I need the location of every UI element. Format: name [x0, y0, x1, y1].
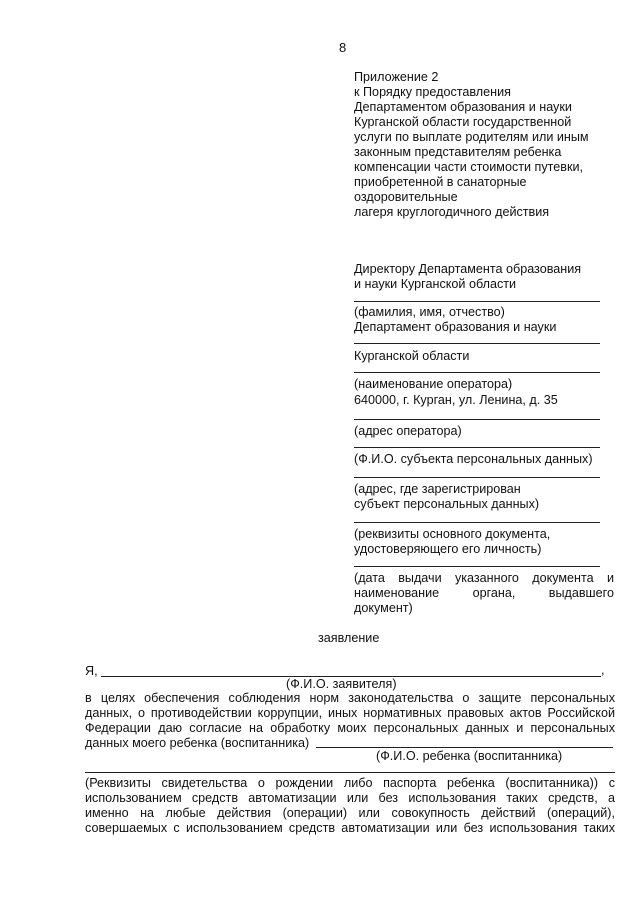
document-caption: (реквизиты основного документа, — [354, 527, 551, 541]
paragraph-line: Федерации даю согласие на обработку моих персональных данных и персональных — [85, 721, 615, 735]
paragraph-line: в целях обеспечения соблюдения норм законодательства о защите персональных — [85, 691, 615, 705]
operator-address: 640000, г. Курган, ул. Ленина, д. 35 — [354, 393, 558, 407]
issue-blank-line[interactable] — [354, 566, 600, 567]
page-number: 8 — [339, 40, 347, 55]
subject-address-caption: (адрес, где зарегистрирован — [354, 482, 521, 496]
paragraph-line: данных, о противодействии коррупции, иных нормативных правовых актов Российской — [85, 706, 615, 720]
appendix-line: Приложение 2 — [354, 70, 439, 84]
subject-address-caption: субъект персональных данных) — [354, 497, 540, 511]
appendix-line: компенсации части стоимости путевки, — [354, 160, 584, 174]
address-blank-line[interactable] — [354, 419, 600, 420]
i-suffix: , — [601, 663, 605, 677]
paragraph-line: данных моего ребенка (воспитанника) — [85, 736, 310, 750]
statement-title: заявление — [318, 631, 380, 645]
fio-blank-line[interactable] — [354, 301, 600, 302]
operator-name-line2: Курганской области — [354, 349, 470, 363]
paragraph-line: совершаемых с использованием средств автоматизации или без использования таких — [85, 821, 615, 835]
appendix-line: оздоровительные — [354, 190, 458, 204]
appendix-line: приобретенной в санаторные — [354, 175, 527, 189]
appendix-line: Департаментом образования и науки — [354, 100, 572, 114]
document-caption: удостоверяющего его личность) — [354, 542, 542, 556]
appendix-line: законным представителям ребенка — [354, 145, 562, 159]
appendix-line: к Порядку предоставления — [354, 85, 511, 99]
appendix-line: Курганской области государственной — [354, 115, 572, 129]
subject-blank-line[interactable] — [354, 447, 600, 448]
fio-caption: (фамилия, имя, отчество) — [354, 305, 505, 319]
director-line: Директору Департамента образования — [354, 262, 582, 276]
issue-caption: (дата выдачи указанного документа и — [354, 571, 614, 585]
child-document-line[interactable] — [85, 772, 615, 773]
address-caption: (адрес оператора) — [354, 424, 462, 438]
issue-caption: наименование органа, выдавшего — [354, 586, 614, 600]
subject-address-blank-line[interactable] — [354, 477, 600, 478]
i-prefix: Я, — [85, 664, 98, 678]
paragraph-line: именно на любые действия (операции) или совокупность действий (операций), — [85, 806, 615, 820]
subject-caption: (Ф.И.О. субъекта персональных данных) — [354, 452, 593, 466]
child-caption: (Ф.И.О. ребенка (воспитанника) — [376, 749, 563, 763]
appendix-line: лагеря круглогодичного действия — [354, 205, 550, 219]
issue-caption: документ) — [354, 601, 413, 615]
appendix-line: услуги по выплате родителям или иным — [354, 130, 589, 144]
document-blank-line[interactable] — [354, 522, 600, 523]
operator-caption-line[interactable] — [354, 372, 600, 373]
operator-caption: (наименование оператора) — [354, 377, 513, 391]
operator-blank-line[interactable] — [354, 343, 600, 344]
operator-name-line1: Департамент образования и науки — [354, 320, 557, 334]
paragraph-line: использованием средств автоматизации или без использования таких средств, а — [85, 791, 615, 805]
paragraph-line: (Реквизиты свидетельства о рождении либо паспорта ребенка (воспитанника)) с — [85, 776, 615, 790]
director-line: и науки Курганской области — [354, 277, 517, 291]
applicant-caption: (Ф.И.О. заявителя) — [286, 677, 397, 691]
child-name-line[interactable] — [316, 747, 613, 748]
